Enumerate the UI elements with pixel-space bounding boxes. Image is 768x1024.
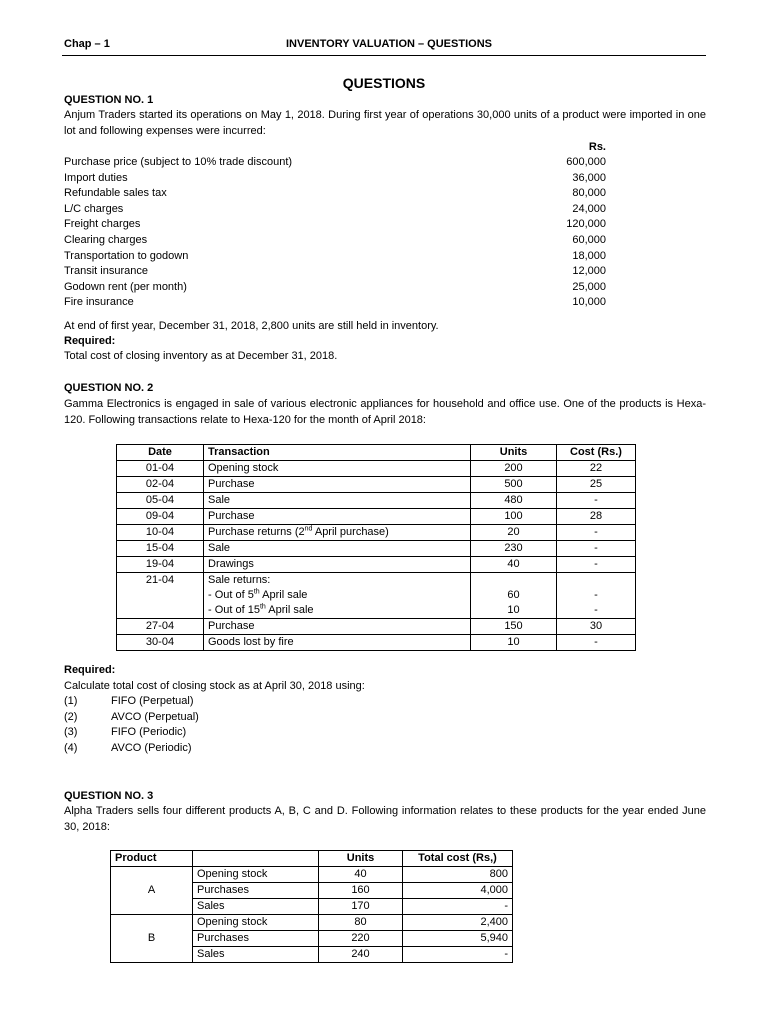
cell-units [471, 573, 557, 589]
cell-total-cost: 2,400 [403, 915, 513, 931]
cell-date: 15-04 [117, 541, 204, 557]
transaction-text-end: April sale [259, 589, 308, 601]
cell-transaction: Sale [204, 541, 471, 557]
expense-label: L/C charges [64, 202, 124, 215]
method-item [64, 694, 199, 710]
chapter-label: Chap – 1 [64, 38, 110, 50]
cell-date [117, 588, 204, 603]
cell-units: 10 [471, 603, 557, 619]
expense-amount: 36,000 [572, 171, 606, 184]
expense-amount: 120,000 [566, 218, 606, 231]
cell-transaction [204, 603, 471, 619]
expense-label: Refundable sales tax [64, 187, 167, 200]
table-row [117, 588, 636, 603]
header-divider [62, 55, 706, 56]
transaction-text-end: April sale [265, 604, 314, 616]
expense-amount: 12,000 [572, 265, 606, 278]
q1-closing-note: At end of first year, December 31, 2018, 2,800 units are still held in inventory. [64, 320, 439, 332]
cell-total-cost: - [403, 899, 513, 915]
table-row [117, 477, 636, 493]
cell-date: 19-04 [117, 557, 204, 573]
expense-amount: 80,000 [572, 187, 606, 200]
table-row [117, 603, 636, 619]
expense-row [64, 155, 606, 171]
cell-item: Purchases [193, 931, 319, 947]
expense-label: Transportation to godown [64, 249, 189, 262]
cell-transaction: Sale [204, 493, 471, 509]
table-row [111, 915, 513, 931]
cell-transaction: Purchase [204, 509, 471, 525]
cell-units: 170 [319, 899, 403, 915]
cell-cost: - [557, 603, 636, 619]
cell-date: 27-04 [117, 619, 204, 635]
expense-label: Clearing charges [64, 234, 148, 246]
ordinal-suffix: th [253, 588, 260, 596]
table-row [117, 461, 636, 477]
cell-units: 240 [319, 947, 403, 963]
cell-date [117, 603, 204, 619]
cell-total-cost: 800 [403, 867, 513, 883]
method-text: FIFO (Perpetual) [111, 695, 194, 707]
expense-row [64, 186, 606, 202]
cell-units: 40 [319, 867, 403, 883]
cell-product: B [111, 915, 193, 963]
table-row [117, 509, 636, 525]
cell-product: A [111, 867, 193, 915]
method-number: (1) [64, 695, 78, 707]
cell-transaction: Opening stock [204, 461, 471, 477]
cell-date: 30-04 [117, 635, 204, 651]
cell-cost: - [557, 635, 636, 651]
expense-label: Fire insurance [64, 296, 134, 309]
col-header-transaction: Transaction [204, 445, 471, 461]
table-header-row [117, 445, 636, 461]
cell-units: 80 [319, 915, 403, 931]
cell-cost [557, 573, 636, 589]
transaction-text-end: April purchase) [312, 526, 389, 538]
cell-cost: - [557, 541, 636, 557]
table-row [117, 573, 636, 589]
cell-transaction: Goods lost by fire [204, 635, 471, 651]
cell-units: 20 [471, 525, 557, 541]
header-title: INVENTORY VALUATION – QUESTIONS [286, 38, 492, 50]
page-header [64, 38, 706, 54]
ordinal-suffix: th [259, 603, 266, 611]
table-row [117, 541, 636, 557]
q1-required-text: Total cost of closing inventory as at December 31, 2018. [64, 350, 338, 362]
method-item [64, 725, 199, 741]
cell-total-cost: 5,940 [403, 931, 513, 947]
col-header-cost: Cost (Rs.) [557, 445, 636, 461]
expense-row [64, 202, 606, 218]
expense-row [64, 295, 606, 311]
ordinal-suffix: nd [304, 525, 313, 533]
q1-currency-label: Rs. [588, 141, 606, 153]
cell-units: 230 [471, 541, 557, 557]
cell-date: 01-04 [117, 461, 204, 477]
q2-transactions-table [116, 444, 636, 651]
cell-transaction: Sale returns: [204, 573, 471, 589]
expense-label: Transit insurance [64, 265, 148, 278]
cell-units: 10 [471, 635, 557, 651]
expense-row [64, 249, 606, 265]
cell-units: 150 [471, 619, 557, 635]
method-item [64, 741, 199, 757]
transaction-text: - Out of 5 [208, 589, 254, 601]
cell-item: Sales [193, 899, 319, 915]
cell-item: Sales [193, 947, 319, 963]
cell-transaction [204, 525, 471, 541]
cell-transaction: Drawings [204, 557, 471, 573]
cell-cost: 28 [557, 509, 636, 525]
q3-products-table [110, 850, 513, 963]
cell-units: 60 [471, 588, 557, 603]
expense-amount: 60,000 [572, 234, 606, 246]
cell-cost: 22 [557, 461, 636, 477]
cell-cost: - [557, 557, 636, 573]
method-text: FIFO (Periodic) [111, 726, 187, 738]
cell-units: 220 [319, 931, 403, 947]
expense-label: Freight charges [64, 218, 141, 231]
table-row [117, 619, 636, 635]
table-row [117, 635, 636, 651]
cell-units: 480 [471, 493, 557, 509]
cell-units: 160 [319, 883, 403, 899]
table-row [117, 493, 636, 509]
cell-date: 02-04 [117, 477, 204, 493]
expense-row [64, 233, 606, 249]
transaction-text: - Out of 15 [208, 604, 260, 616]
expense-amount: 600,000 [566, 156, 606, 168]
cell-transaction: Purchase [204, 477, 471, 493]
expense-label: Godown rent (per month) [64, 280, 187, 293]
cell-total-cost: - [403, 947, 513, 963]
cell-units: 40 [471, 557, 557, 573]
cell-item: Opening stock [193, 915, 319, 931]
col-header-units: Units [471, 445, 557, 461]
cell-date: 21-04 [117, 573, 204, 589]
expense-row [64, 217, 606, 233]
method-text: AVCO (Periodic) [111, 741, 192, 754]
expense-row [64, 171, 606, 187]
cell-units: 200 [471, 461, 557, 477]
cell-item: Purchases [193, 883, 319, 899]
q2-intro: Gamma Electronics is engaged in sale of various electronic appliances for household and office use. One of the products is Hexa-120. Following transactions relate to Hexa-120 for the month of April 2018: [64, 398, 706, 426]
cell-transaction: Purchase [204, 619, 471, 635]
col-header-item [193, 851, 319, 867]
expense-label: Purchase price (subject to 10% trade discount) [64, 156, 293, 168]
table-row [117, 557, 636, 573]
cell-date: 10-04 [117, 525, 204, 541]
method-number: (4) [64, 741, 78, 754]
cell-units: 100 [471, 509, 557, 525]
method-number: (3) [64, 726, 78, 738]
expense-label: Import duties [64, 171, 128, 184]
expense-amount: 24,000 [572, 202, 606, 215]
table-row [111, 867, 513, 883]
q1-heading: QUESTION NO. 1 [64, 94, 154, 106]
q2-required-text: Calculate total cost of closing stock as at April 30, 2018 using: [64, 680, 365, 692]
q2-heading: QUESTION NO. 2 [64, 382, 154, 394]
cell-cost: - [557, 525, 636, 541]
col-header-date: Date [117, 445, 204, 461]
cell-cost: 25 [557, 477, 636, 493]
expense-row [64, 264, 606, 280]
cell-cost: 30 [557, 619, 636, 635]
method-text: AVCO (Perpetual) [111, 710, 199, 723]
transaction-text: Purchase returns (2 [208, 526, 305, 538]
cell-cost: - [557, 588, 636, 603]
col-header-total-cost: Total cost (Rs,) [403, 851, 513, 867]
cell-date: 09-04 [117, 509, 204, 525]
cell-item: Opening stock [193, 867, 319, 883]
q2-required-label: Required: [64, 664, 116, 676]
cell-date: 05-04 [117, 493, 204, 509]
q1-currency-row [64, 140, 606, 156]
expense-amount: 25,000 [572, 280, 606, 293]
cell-units: 500 [471, 477, 557, 493]
q3-heading: QUESTION NO. 3 [64, 790, 154, 802]
col-header-product: Product [111, 851, 193, 867]
expense-amount: 10,000 [572, 296, 606, 309]
expense-amount: 18,000 [572, 249, 606, 262]
col-header-units: Units [319, 851, 403, 867]
method-number: (2) [64, 710, 78, 723]
expense-row [64, 280, 606, 296]
q3-intro: Alpha Traders sells four different products A, B, C and D. Following information relates to these products for the year ended June 30, 2018: [64, 805, 706, 833]
cell-cost: - [557, 493, 636, 509]
table-row [117, 525, 636, 541]
q1-required-label: Required: [64, 335, 116, 347]
q1-intro: Anjum Traders started its operations on May 1, 2018. During first year of operations 30,000 units of a product were imported in one lot and following expenses were incurred: [64, 109, 706, 137]
cell-transaction [204, 588, 471, 603]
table-header-row [111, 851, 513, 867]
page-title: QUESTIONS [342, 75, 426, 91]
method-item [64, 710, 199, 726]
q2-method-list [64, 694, 199, 756]
cell-total-cost: 4,000 [403, 883, 513, 899]
